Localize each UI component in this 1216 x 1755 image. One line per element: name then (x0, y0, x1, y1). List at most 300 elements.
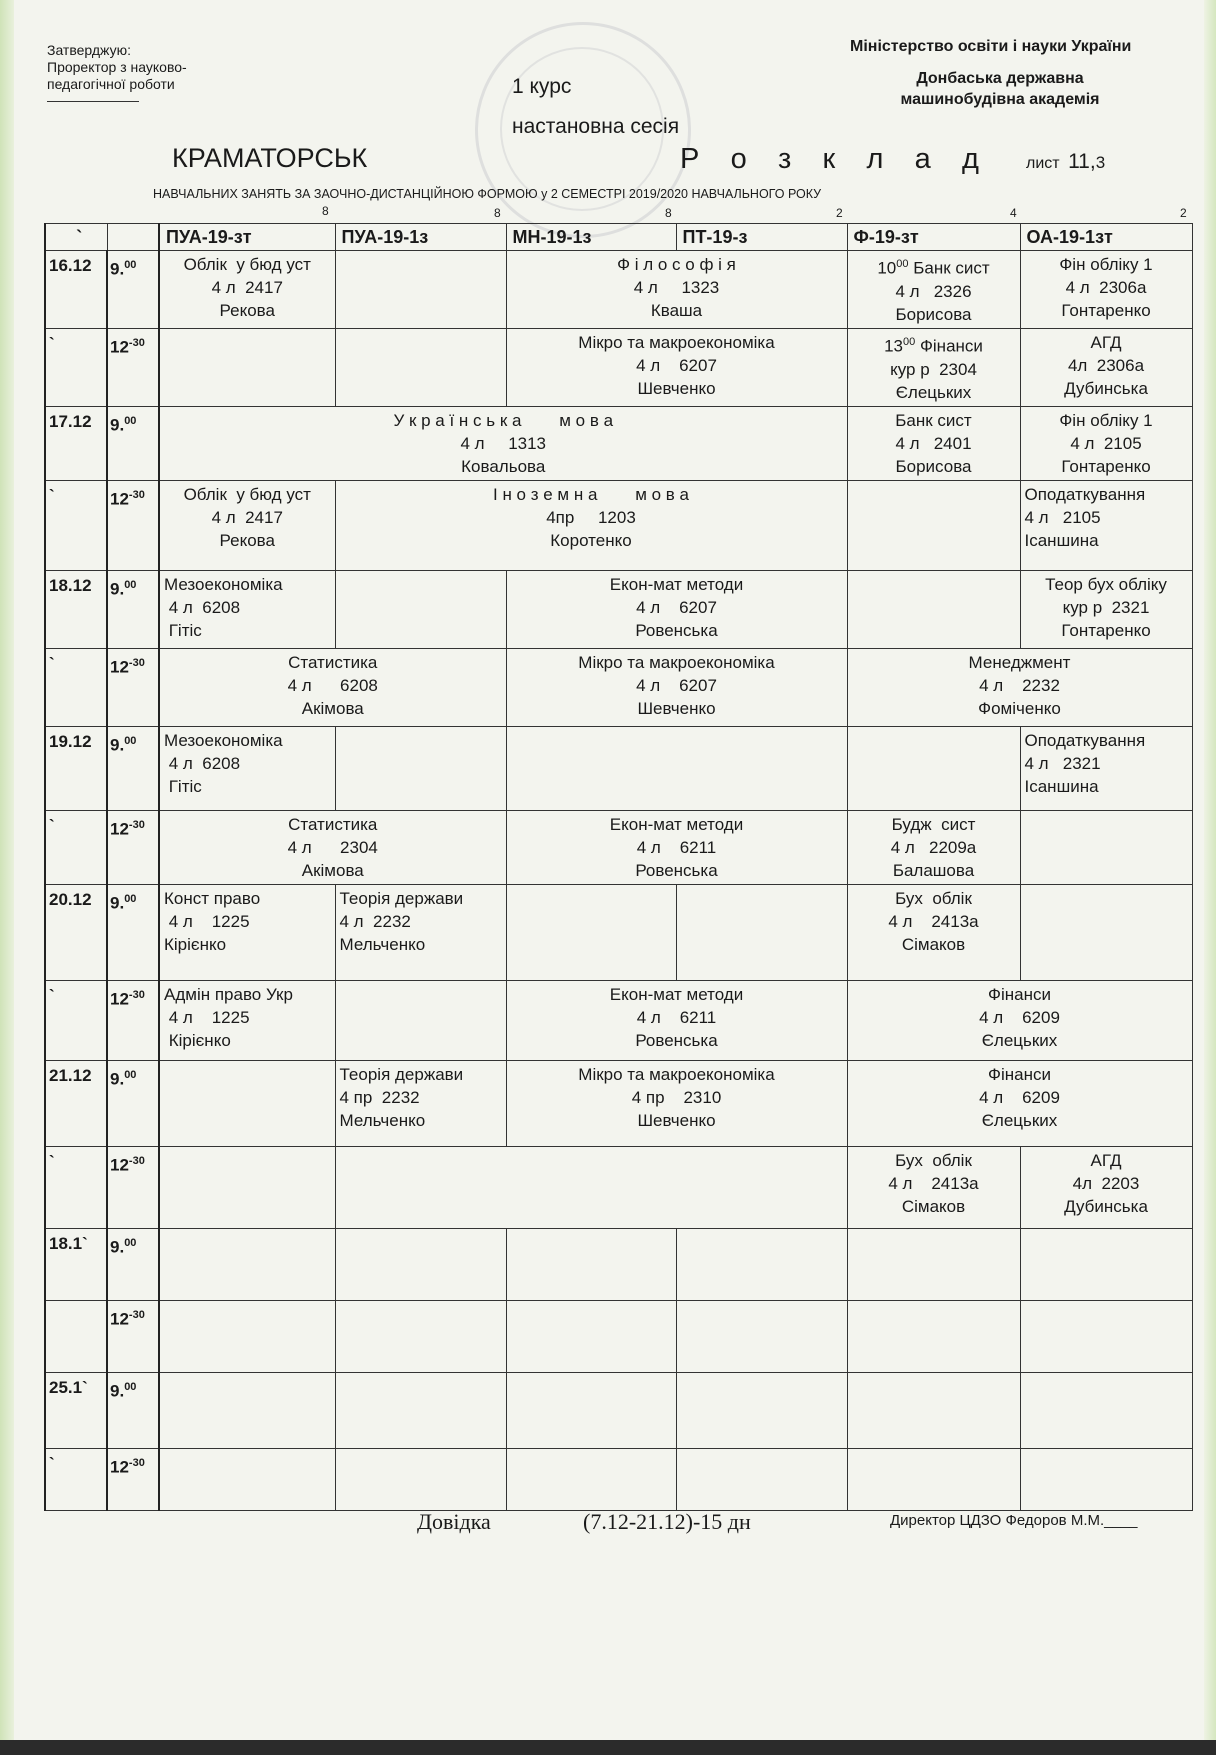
schedule-row (45, 1228, 1192, 1300)
room-info: кур р 2304 (890, 359, 977, 379)
class-cell (159, 980, 335, 1060)
room-info: 4 л 2326 (895, 281, 972, 301)
schedule-row (45, 406, 1192, 480)
time-value: 9. (110, 1069, 125, 1089)
time-value: 12 (110, 337, 129, 357)
teacher-name: Коротенко (550, 530, 632, 550)
room-info: 4 л 6209 (979, 1007, 1060, 1027)
teacher-name: Гітіс (164, 620, 202, 640)
teacher-name: Іcаншина (1024, 530, 1099, 550)
class-entry (336, 1301, 506, 1305)
time-value: 9. (110, 735, 125, 755)
time-cell (107, 1060, 159, 1146)
room-info: 4 л 2321 (1024, 753, 1101, 773)
class-entry (848, 1301, 1020, 1305)
subject-name: Мезоекономіка (164, 574, 283, 594)
class-cell (847, 1060, 1192, 1146)
room-info: 4 л 6207 (636, 675, 717, 695)
time-minutes: -30 (128, 488, 145, 501)
class-cell (335, 480, 847, 570)
room-info: 4 л 1323 (633, 278, 720, 297)
date-cell: 17.12 (45, 406, 107, 480)
subject-name: Екон-мат методи (609, 574, 744, 594)
teacher-name: Сімаков (901, 934, 966, 954)
class-entry (160, 1301, 335, 1305)
time-value: 12 (110, 819, 129, 839)
room-info: 4 л 2232 (979, 675, 1060, 695)
time-cell (107, 884, 159, 980)
class-entry (1021, 1301, 1192, 1305)
group-header-3: МН-19-1з (506, 224, 676, 251)
room-info: 4л 2203 (1072, 1173, 1140, 1193)
schedule-subtitle: НАВЧАЛЬНИХ ЗАНЯТЬ ЗА ЗАОЧНО-ДИСТАНЦІЙНОЮ ФОРМОЮ у 2 СЕМЕСТРІ 2019/2020 НАВЧАЛЬНОГО РОКУ (153, 187, 822, 201)
sheet-label-text: лист (1026, 155, 1060, 172)
teacher-name: Гонтаренко (1061, 301, 1151, 320)
class-cell (1020, 329, 1192, 407)
class-cell (335, 1372, 506, 1448)
table-header-row (45, 224, 1192, 251)
date-cell (45, 1300, 107, 1372)
room-info: 4 л 6208 (164, 753, 241, 773)
class-entry (848, 1449, 1020, 1453)
class-cell (676, 1228, 847, 1300)
subject-name: АГД (1090, 333, 1122, 352)
subject-name: Конст право (164, 888, 261, 908)
class-entry (848, 885, 1020, 958)
teacher-name: Іcаншина (1024, 776, 1099, 796)
class-entry (1021, 727, 1192, 800)
class-cell (847, 570, 1020, 648)
date-cell: ` (45, 480, 107, 570)
class-cell (847, 480, 1020, 570)
class-cell (1020, 810, 1192, 884)
time-cell (107, 480, 159, 570)
class-entry (336, 1061, 506, 1134)
date-cell: ` (45, 980, 107, 1060)
class-entry (507, 1301, 676, 1305)
class-entry (160, 1147, 335, 1151)
teacher-name: Ровенська (635, 1030, 718, 1050)
schedule-table (44, 223, 1193, 1511)
class-entry (160, 727, 335, 800)
schedule-row (45, 329, 1192, 407)
subject-name: Банк сист (895, 410, 972, 430)
teacher-name: Шевченко (637, 698, 716, 718)
class-cell (676, 1372, 847, 1448)
class-cell (335, 884, 506, 980)
room-info: 4 л 2413а (888, 911, 979, 931)
class-cell (847, 406, 1020, 480)
class-cell (506, 1228, 676, 1300)
time-cell (107, 726, 159, 810)
room-info: 4 л 2209а (890, 837, 977, 857)
class-cell (847, 884, 1020, 980)
class-entry (160, 481, 335, 554)
class-cell (847, 1448, 1020, 1510)
room-info: 4 л 1313 (460, 433, 547, 453)
subject-name: Будж сист (891, 814, 976, 834)
class-cell (506, 251, 847, 329)
class-entry (160, 571, 335, 644)
room-info: 4 л 6207 (636, 597, 717, 617)
class-entry (336, 981, 506, 985)
group-count-1: 8 (322, 204, 329, 218)
approval-block (47, 42, 187, 102)
room-info: 4 л 2105 (1070, 433, 1142, 453)
schedule-row (45, 1372, 1192, 1448)
schedule-row (45, 570, 1192, 648)
subject-name: Статистика (288, 814, 378, 834)
class-cell (506, 1372, 676, 1448)
schedule-row (45, 648, 1192, 726)
subject-name: Фін обліку 1 (1059, 255, 1153, 274)
class-entry (160, 1061, 335, 1065)
class-cell (335, 329, 506, 407)
room-info: 4 л 1225 (164, 911, 250, 931)
class-cell (506, 810, 847, 884)
class-cell (506, 1448, 676, 1510)
class-entry (848, 1061, 1192, 1134)
teacher-name: Ровенська (635, 620, 718, 640)
class-entry (507, 885, 676, 889)
class-entry (848, 649, 1192, 722)
class-cell (676, 1300, 847, 1372)
schedule-row (45, 251, 1192, 329)
room-info: 4 пр 2232 (339, 1087, 420, 1107)
class-entry (848, 1229, 1020, 1233)
teacher-name: Мельченко (339, 1110, 426, 1130)
room-info: 4 пр 2310 (631, 1087, 722, 1107)
class-entry (848, 981, 1192, 1054)
class-cell (847, 810, 1020, 884)
class-cell (1020, 1372, 1192, 1448)
schedule-row (45, 1448, 1192, 1510)
class-entry (160, 1373, 335, 1377)
subject-name: Екон-мат методи (609, 814, 744, 834)
class-cell (1020, 1448, 1192, 1510)
subject-name (852, 331, 1016, 358)
class-cell (1020, 570, 1192, 648)
class-cell (676, 1448, 847, 1510)
time-minutes: -30 (128, 337, 145, 349)
academy-line-1: Донбаська державна (916, 70, 1084, 87)
class-entry (1021, 1147, 1192, 1220)
class-entry (848, 1147, 1020, 1220)
course-label: 1 курс (512, 75, 572, 98)
subject-name: Мезоекономіка (164, 730, 283, 750)
group-count-4: 2 (836, 206, 843, 220)
group-count-5: 4 (1010, 206, 1017, 220)
time-cell (107, 1228, 159, 1300)
room-info: 4л 2306а (1067, 356, 1145, 375)
date-cell: 21.12 (45, 1060, 107, 1146)
class-cell (1020, 480, 1192, 570)
schedule-row (45, 810, 1192, 884)
time-value: 12 (110, 1155, 129, 1175)
subject-name: Оподаткування (1024, 484, 1146, 504)
start-time-hour: 10 (877, 258, 897, 278)
room-info: 4 л 1225 (164, 1007, 250, 1027)
subject-title: Банк сист (908, 258, 990, 278)
date-cell: ` (45, 648, 107, 726)
date-cell: 19.12 (45, 726, 107, 810)
room-info: 4пр 1203 (546, 507, 636, 527)
note-period: (7.12-21.12)-15 дн (583, 1509, 751, 1534)
class-entry (160, 251, 335, 324)
class-cell (159, 480, 335, 570)
time-value: 12 (110, 489, 129, 509)
group-count-2: 8 (494, 206, 501, 220)
group-count-3: 8 (665, 206, 672, 220)
teacher-name: Кірієнко (164, 934, 227, 954)
subject-name: Облік у бюд уст (183, 484, 311, 504)
time-value: 9. (110, 259, 125, 279)
room-info: кур р 2321 (1062, 597, 1150, 617)
class-cell (159, 1228, 335, 1300)
subject-name: Мікро та макроекономіка (578, 1064, 775, 1084)
class-cell (847, 1228, 1020, 1300)
time-cell (107, 1372, 159, 1448)
academy-name (860, 68, 1140, 110)
room-info: 4 л 2401 (895, 433, 972, 453)
class-cell (159, 251, 335, 329)
schedule-row (45, 1060, 1192, 1146)
class-entry (1021, 481, 1192, 554)
group-header-2: ПУА-19-1з (335, 224, 506, 251)
time-minutes: -30 (128, 1456, 145, 1469)
subject-name: Фін обліку 1 (1059, 410, 1153, 430)
subject-name: Оподаткування (1024, 730, 1146, 750)
time-value: 12 (110, 657, 129, 677)
class-cell (159, 406, 847, 480)
class-cell (847, 251, 1020, 329)
class-entry (160, 1449, 335, 1453)
class-entry (848, 329, 1020, 406)
class-entry (1021, 251, 1192, 324)
class-cell (159, 1146, 335, 1228)
class-cell (335, 570, 506, 648)
class-entry (1021, 1373, 1192, 1377)
class-cell (847, 1146, 1020, 1228)
class-cell (335, 251, 506, 329)
time-minutes: -30 (128, 818, 145, 831)
teacher-name: Борисова (895, 456, 972, 476)
teacher-name: Акімова (301, 698, 364, 718)
approve-line-3: педагогічної роботи (47, 76, 175, 92)
time-value: 12 (110, 1309, 129, 1329)
time-cell (107, 570, 159, 648)
time-value: 9. (110, 1237, 125, 1257)
class-cell (335, 1448, 506, 1510)
class-cell (335, 1228, 506, 1300)
class-cell (335, 1146, 847, 1228)
teacher-name: Шевченко (637, 1110, 716, 1130)
time-minutes: -30 (128, 656, 145, 669)
class-cell (506, 980, 847, 1060)
teacher-name: Єлецьких (981, 1110, 1058, 1130)
city-name: КРАМАТОРСЬК (172, 143, 368, 173)
class-entry (160, 329, 335, 333)
sheet-number-sub: 3 (1095, 153, 1106, 172)
time-cell (107, 406, 159, 480)
approve-line-1: Затверджую: (47, 42, 131, 58)
class-entry (507, 1061, 847, 1134)
time-minutes: -30 (128, 1154, 145, 1167)
class-entry (336, 885, 506, 958)
date-cell: 16.12 (45, 251, 107, 329)
time-minutes: 00 (124, 414, 137, 427)
time-cell (107, 329, 159, 407)
subject-name: Фінанси (988, 1064, 1051, 1084)
class-entry (336, 1229, 506, 1233)
subject-name: І н о з е м н а м о в а (493, 484, 689, 504)
class-cell (159, 884, 335, 980)
room-info: 4 л 2413а (888, 1173, 979, 1193)
class-entry (507, 1373, 676, 1377)
time-cell (107, 648, 159, 726)
subject-name: Екон-мат методи (609, 984, 744, 1004)
director-signature: Директор ЦДЗО Федоров М.М.____ (890, 1512, 1138, 1529)
subject-name: Теорія держави (339, 1064, 464, 1084)
class-cell (1020, 406, 1192, 480)
group-header-1: ПУА-19-зт (159, 224, 335, 251)
class-entry (507, 811, 847, 884)
subject-name: АГД (1090, 1150, 1122, 1170)
class-entry (507, 329, 847, 402)
class-cell (159, 1448, 335, 1510)
time-value: 9. (110, 579, 125, 599)
page-title: Р о з к л а д (680, 143, 991, 175)
group-header-4: ПТ-19-з (676, 224, 847, 251)
class-entry (336, 1449, 506, 1453)
subject-name: Фінанси (988, 984, 1051, 1004)
note-label: Довідка (417, 1509, 491, 1534)
class-cell (1020, 1300, 1192, 1372)
subject-name: Мікро та макроекономіка (578, 652, 775, 672)
room-info: 4 л 2304 (287, 837, 378, 857)
time-header-cell (107, 224, 159, 251)
session-label: настановна сесія (512, 115, 680, 138)
class-entry (336, 571, 506, 575)
subject-name: Адмін право Укр (164, 984, 293, 1004)
class-entry (1021, 329, 1192, 402)
room-info: 4 л 6208 (287, 675, 378, 695)
time-cell (107, 1300, 159, 1372)
class-entry (848, 727, 1020, 731)
class-entry (507, 1229, 676, 1233)
class-cell (1020, 1228, 1192, 1300)
approve-line-2: Проректор з науково- (47, 59, 187, 75)
group-header-5: Ф-19-зт (847, 224, 1020, 251)
teacher-name: Борисова (895, 304, 972, 324)
date-cell: ` (45, 1146, 107, 1228)
teacher-name: Дубинська (1064, 1196, 1148, 1216)
class-cell (847, 1300, 1020, 1372)
class-entry (507, 571, 847, 644)
class-cell (847, 980, 1192, 1060)
class-cell (506, 570, 847, 648)
class-entry (1021, 1229, 1192, 1233)
time-cell (107, 980, 159, 1060)
class-entry (336, 329, 506, 333)
teacher-name: Гонтаренко (1061, 620, 1151, 640)
corner-cell: ` (45, 224, 107, 251)
date-cell: 18.12 (45, 570, 107, 648)
schedule-row (45, 1300, 1192, 1372)
teacher-name: Балашова (892, 860, 975, 880)
class-cell (159, 726, 335, 810)
class-entry (507, 649, 847, 722)
group-header-6: ОА-19-1зт (1020, 224, 1192, 251)
time-value: 12 (110, 1457, 129, 1477)
class-entry (848, 1373, 1020, 1377)
class-cell (335, 1300, 506, 1372)
time-minutes: 00 (124, 892, 137, 905)
schedule-row (45, 1146, 1192, 1228)
time-minutes: 00 (124, 1380, 137, 1393)
teacher-name: Кірієнко (164, 1030, 231, 1050)
class-entry (507, 1449, 676, 1453)
class-cell (506, 1300, 676, 1372)
subject-name: Ф і л о с о ф і я (617, 255, 736, 274)
subject-name: Статистика (288, 652, 378, 672)
time-minutes: 00 (124, 578, 137, 591)
teacher-name: Дубинська (1064, 379, 1148, 398)
start-time-sup: 00 (896, 258, 909, 270)
class-cell (506, 648, 847, 726)
class-entry (848, 407, 1020, 480)
class-entry (336, 251, 506, 255)
teacher-name: Шевченко (637, 379, 716, 398)
schedule-row (45, 726, 1192, 810)
teacher-name: Єлецьких (895, 382, 972, 402)
class-entry (677, 1229, 847, 1233)
teacher-name: Фоміченко (978, 698, 1061, 718)
class-entry (336, 1147, 847, 1151)
class-cell (335, 1060, 506, 1146)
class-cell (1020, 726, 1192, 810)
class-entry (160, 407, 847, 480)
schedule-row (45, 980, 1192, 1060)
subject-name: Облік у бюд уст (183, 255, 311, 274)
time-value: 9. (110, 1381, 125, 1401)
class-entry (677, 1373, 847, 1377)
class-cell (335, 980, 506, 1060)
class-entry (1021, 1449, 1192, 1453)
class-cell (159, 1372, 335, 1448)
class-cell (335, 726, 506, 810)
room-info: 4 л 6207 (636, 356, 717, 375)
class-cell (847, 1372, 1020, 1448)
class-cell (847, 648, 1192, 726)
teacher-name: Рекова (219, 530, 275, 550)
class-entry (848, 251, 1020, 328)
teacher-name: Гонтаренко (1061, 456, 1151, 476)
teacher-name: Сімаков (901, 1196, 966, 1216)
time-minutes: 00 (124, 734, 137, 747)
subject-name: Мікро та макроекономіка (578, 333, 775, 352)
room-info: 4 л 2417 (211, 507, 283, 527)
teacher-name: Акімова (301, 860, 364, 880)
class-entry (336, 1373, 506, 1377)
schedule-row (45, 480, 1192, 570)
teacher-name: Ровенська (635, 860, 718, 880)
class-entry (677, 885, 847, 889)
time-value: 9. (110, 893, 125, 913)
time-minutes: 00 (124, 1068, 137, 1081)
time-value: 9. (110, 415, 125, 435)
room-info: 4 л 6209 (979, 1087, 1060, 1107)
